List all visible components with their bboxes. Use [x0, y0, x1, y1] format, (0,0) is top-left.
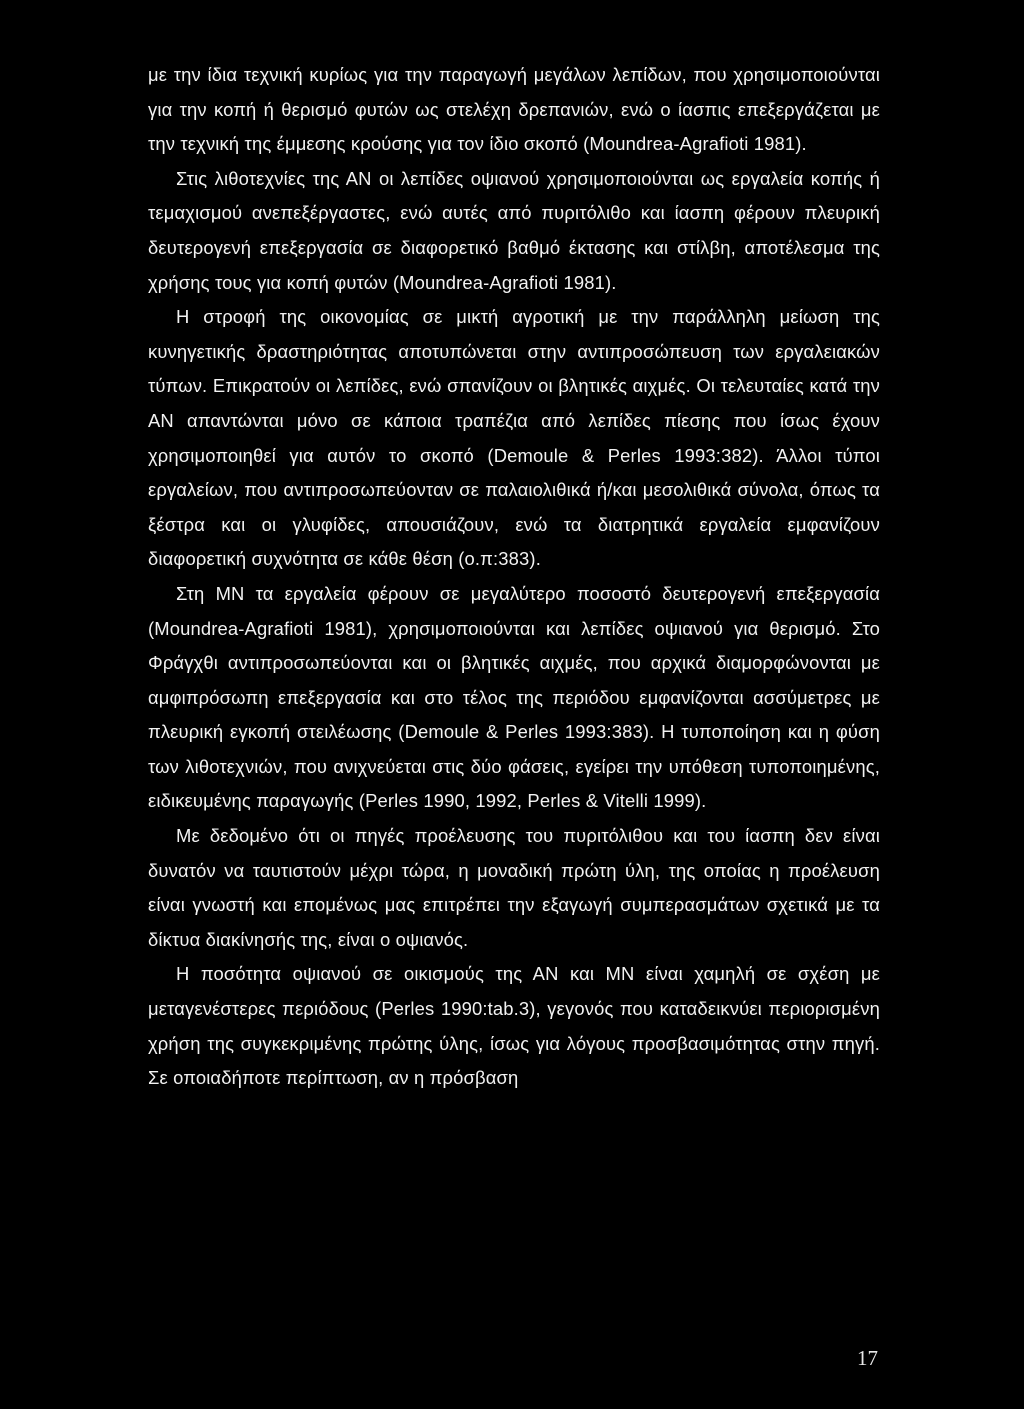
- page-number: 17: [857, 1346, 878, 1370]
- paragraph-obsidian-quantity: Η ποσότητα οψιανού σε οικισμούς της ΑΝ και ΜΝ είναι χαμηλή σε σχέση με μεταγενέστερες περιόδους (Perles 1990:tab.3), γεγονός που καταδεικνύει περιορισμένη χρήση της συγκεκριμένης πρώτης ύλης, ίσως για λόγους προσβασιμότητας στην πηγή. Σε οποιαδήποτε περίπτωση, αν η πρόσβαση: [148, 963, 880, 1089]
- paragraph-continuation: με την ίδια τεχνική κυρίως για την παραγωγή μεγάλων λεπίδων, που χρησιμοποιούνται για την κοπή ή θερισμό φυτών ως στελέχη δρεπανιών, ενώ ο ίασπις επεξεργάζεται με την τεχνική της έμμεσης κρούσης για τον ίδιο σκοπό (Moundrea-Agrafioti 1981).: [148, 64, 880, 155]
- paragraph-lithic-industries: Στις λιθοτεχνίες της ΑΝ οι λεπίδες οψιανού χρησιμοποιούνται ως εργαλεία κοπής ή τεμαχισμού ανεπεξέργαστες, ενώ αυτές από πυριτόλιθο και ίασπη φέρουν πλευρική δευτερογενή επεξεργασία σε διαφορετικό βαθμό έκτασης και στίλβη, αποτέλεσμα της χρήσης τους για κοπή φυτών (Moundrea-Agrafioti 1981).: [148, 167, 880, 293]
- paragraph-obsidian-source: Με δεδομένο ότι οι πηγές προέλευσης του πυριτόλιθου και του ίασπη δεν είναι δυνατόν να ταυτιστούν μέχρι τώρα, η μοναδική πρώτη ύλη, της οποίας η προέλευση είναι γνωστή και επομένως μας επιτρέπει την εξαγωγή συμπερασμάτων σχετικά με τα δίκτυα διακίνησής της, είναι ο οψιανός.: [148, 825, 880, 950]
- paragraph-economy-shift: Η στροφή της οικονομίας σε μικτή αγροτική με την παράλληλη μείωση της κυνηγετικής δραστηριότητας αποτυπώνεται στην αντιπροσώπευση των εργαλειακών τύπων. Επικρατούν οι λεπίδες, ενώ σπανίζουν οι βλητικές αιχμές. Οι τελευταίες κατά την ΑΝ απαντώνται μόνο σε κάποια τραπέζια από λεπίδες πίεσης που ίσως έχουν χρησιμοποιηθεί για αυτόν το σκοπό (Demoule & Perles 1993:382). Άλλοι τύποι εργαλείων, που αντιπροσωπεύονταν σε παλαιολιθικά ή/και μεσολιθικά σύνολα, όπως τα ξέστρα και οι γλυφίδες, απουσιάζουν, ενώ τα διατρητικά εργαλεία εμφανίζουν διαφορετική συχνότητα σε κάθε θέση (ο.π:383).: [148, 306, 880, 570]
- page-body: [148, 58, 880, 1096]
- paragraph-middle-neolithic: Στη ΜΝ τα εργαλεία φέρουν σε μεγαλύτερο ποσοστό δευτερογενή επεξεργασία (Moundrea-Agrafioti 1981), χρησιμοποιούνται και λεπίδες οψιανού για θερισμό. Στο Φράγχθι αντιπροσωπεύονται και οι βλητικές αιχμές, που αρχικά διαμορφώνονται με αμφιπρόσωπη επεξεργασία και στο τέλος της περιόδου εμφανίζονται ασσύμετρες με πλευρική εγκοπή στειλέωσης (Demoule & Perles 1993:383). Η τυποποίηση και η φύση των λιθοτεχνιών, που ανιχνεύεται στις δύο φάσεις, εγείρει την υπόθεση τυποποιημένης, ειδικευμένης παραγωγής (Perles 1990, 1992, Perles & Vitelli 1999).: [148, 582, 880, 812]
